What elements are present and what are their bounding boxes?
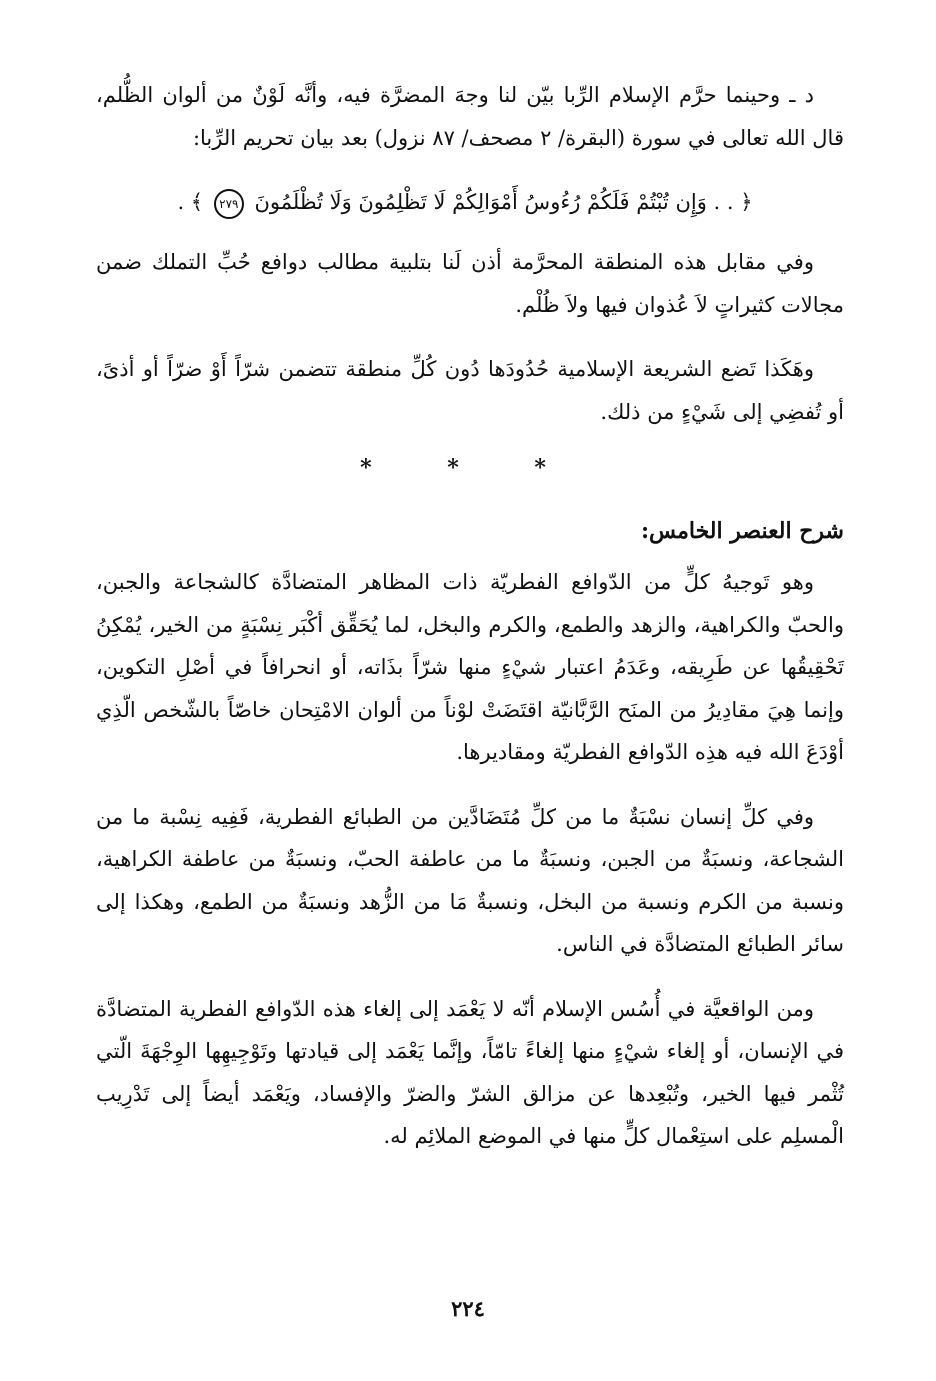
paragraph-permitted-areas: وفي مقابل هذه المنطقة المحرَّمة أذن لَنا بتلبية مطالب دوافع حُبِّ التملك ضمن مجالات كثيراتٍ لاَ عُذوان فيها ولاَ ظُلْم. bbox=[96, 250, 844, 317]
page-number: ٢٢٤ bbox=[451, 1296, 485, 1321]
page-body bbox=[96, 74, 844, 1180]
ayah-number-marker: ٢٧٩ bbox=[214, 189, 244, 219]
verse-open-bracket: ﴿ bbox=[740, 190, 753, 214]
paragraph-directing-instincts: وهو تَوجيهُ كلٍّ من الدّوافع الفطريّة ذات المظاهر المتضادَّة كالشجاعة والجبن، والحبّ والكراهية، والزهد والطمع، والكرم والبخل، لما يُحَقِّق أكْبَر نِسْبَةٍ من الخير، يُمْكِنُ تَحْقِيقُها عن طَرِيقه، وعَدَمُ اعتبار شيْءٍ منها شرّاً بذَاته، أو انحرافاً في أصْلِ التكوين، وإنما هِيَ مقادِيرُ من المنَح الرَّبَّانيّة اقتَضَتْ لوْناً من ألوان الامْتِحان خاصّاً بالشّخص الّذِي أوْدَعَ الله فيه هذِه الدّوافع الفطريّة ومقاديرها. bbox=[96, 570, 844, 764]
paragraph-sharia-limits: وهَكَذا تَضع الشريعة الإسلامية حُدُودَها دُون كُلِّ منطقة تتضمن شرّاً أَوْ ضرّاً أو أذىً، أو تُفضِي إلى شَيْءٍ من ذلك. bbox=[96, 357, 844, 424]
paragraph-riba-intro: د ـ وحينما حرَّم الإسلام الرِّبا بيّن لنا وجهَ المضرَّة فيه، وأنَّه لَوْنٌ من ألوان الظُّلم، قال الله تعالى في سورة (البقرة/ ٢ مصحف/ ٨٧ نزول) بعد بيان تحريم الرِّبا: bbox=[96, 83, 844, 150]
verse-close-bracket: ﴾ . bbox=[177, 190, 204, 214]
section-separator: * * * bbox=[360, 455, 580, 481]
verse-text: . . وَإِن تُبْتُمْ فَلَكُمْ رُءُوسُ أَمْوَالِكُمْ لَا تَظْلِمُونَ وَلَا تُظْلَمُونَ bbox=[254, 190, 734, 214]
quran-verse bbox=[96, 181, 844, 223]
paragraph-islamic-realism: ومن الواقعيَّة في أُسُس الإسلام أنّه لا يَعْمَد إلى إلغاء هذه الدّوافع الفطرية المتضادَّة في الإنسان، أو إلغاء شيْءٍ منها إلغاءً تامّاً، وإنَّما يَعْمَد إلى قيادتها وتَوْجِيهِها الوِجْهَةَ الّتي تُثْمر فيها الخير، وتُبْعِدها عن مزالق الشرّ والضرّ والإفساد، ويَعْمَد أيضاً إلى تَدْرِيب الْمسلِم على استِعْمال كلٍّ منها في الموضع الملائِم له. bbox=[96, 996, 844, 1148]
section-heading: شرح العنصر الخامس: bbox=[640, 518, 844, 544]
paragraph-human-proportions: وفي كلِّ إنسان نسْبَةٌ ما من كلِّ مُتَضَادَّين من الطبائع الفطرية، فَفِيه نِسْبة ما من الشجاعة، ونسبَةٌ من الجبن، ونسبَةٌ ما من عاطفة الحبّ، ونسبَةٌ من عاطفة الكراهية، ونسبة من الكرم ونسبة من البخل، ونسبةٌ مَا من الزُّهد ونسبَةٌ من الطمع، وهكذا إلى سائر الطبائع المتضادَّة في الناس. bbox=[96, 804, 844, 956]
